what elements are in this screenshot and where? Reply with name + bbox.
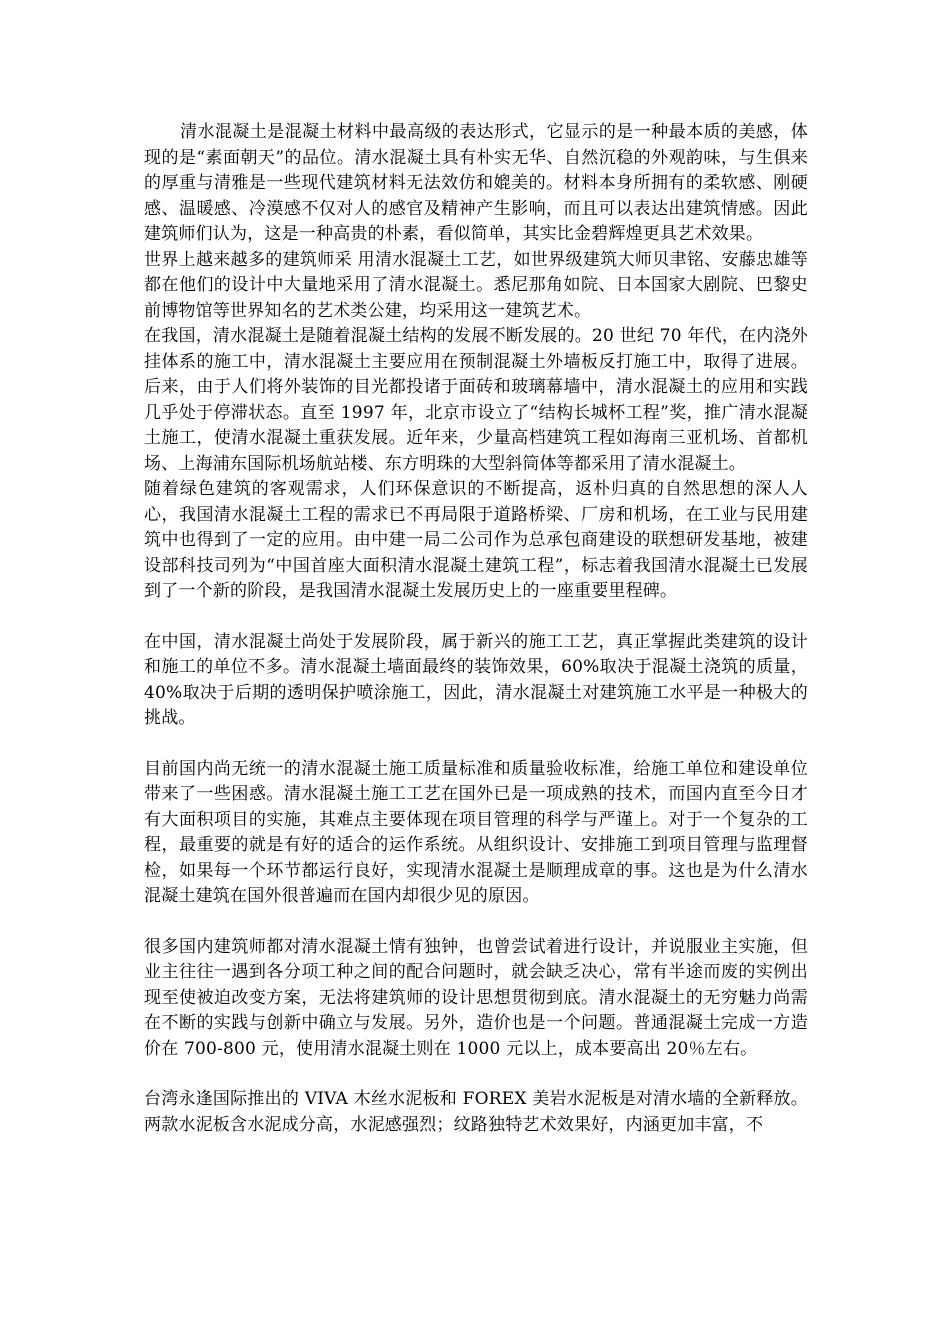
paragraph-intro: 清水混凝土是混凝土材料中最高级的表达形式，它显示的是一种最本质的美感，体现的是“素面朝天”的品位。清水混凝土具有朴实无华、自然沉稳的外观韵味，与生俱来的厚重与清雅是一些现代建筑材料无法效仿和媲美的。材料本身所拥有的柔软感、刚硬感、温暖感、冷漠感不仅对人的感官及精神产生影响，而且可以表达出建筑情感。因此建筑师们认为，这是一种高贵的朴素，看似简单，其实比金碧辉煌更具艺术效果。 <box>144 122 808 244</box>
paragraph-cement-boards: 台湾永逢国际推出的 VIVA 木丝水泥板和 FOREX 美岩水泥板是对清水墙的全新释放。两款水泥板含水泥成分高，水泥感强烈；纹路独特艺术效果好，内涵更加丰富，不 <box>144 1089 808 1135</box>
paragraph-development-stage: 在中国，清水混凝土尚处于发展阶段，属于新兴的施工工艺，真正掌握此类建筑的设计和施工的单位不多。清水混凝土墙面最终的装饰效果，60%取决于混凝土浇筑的质量，40%取决于后期的透明保护喷涂施工，因此，清水混凝土对建筑施工水平是一种极大的挑战。 <box>144 631 808 728</box>
paragraph-green-building: 随着绿色建筑的客观需求，人们环保意识的不断提高，返朴归真的自然思想的深人人心，我国清水混凝土工程的需求已不再局限于道路桥梁、厂房和机场，在工业与民用建筑中也得到了一定的应用。由中建一局二公司作为总承包商建设的联想研发基地，被建设部科技司列为“中国首座大面积清水混凝土建筑工程”，标志着我国清水混凝土已发展到了一个新的阶段，是我国清水混凝土发展历史上的一座重要里程碑。 <box>144 479 808 601</box>
paragraph-world-architects: 世界上越来越多的建筑师采 用清水混凝土工艺，如世界级建筑大师贝聿铭、安藤忠雄等都在他们的设计中大量地采用了清水混凝土。悉尼那角如院、日本国家大剧院、巴黎史前博物馆等世界知名的艺术类公建，均采用这一建筑艺术。 <box>144 249 808 321</box>
paragraph-architects-cost: 很多国内建筑师都对清水混凝土情有独钟，也曾尝试着进行设计，并说服业主实施，但业主往往一遇到各分项工种之间的配合问题时，就会缺乏决心，常有半途而废的实例出现至使被迫改变方案，无法将建筑师的设计思想贯彻到底。清水混凝土的无穷魅力尚需在不断的实践与创新中确立与发展。另外，造价也是一个问题。普通混凝土完成一方造价在 700-800 元，使用清水混凝土则在 1000 元以上，成本要高出 20％左右。 <box>144 936 808 1059</box>
paragraph-china-history: 在我国，清水混凝土是随着混凝土结构的发展不断发展的。20 世纪 70 年代，在内浇外挂体系的施工中，清水混凝土主要应用在预制混凝土外墙板反打施工中，取得了进展。后来，由于人们将外装饰的目光都投诸于面砖和玻璃幕墙中，清水混凝土的应用和实践几乎处于停滞状态。直至 1997 年，北京市设立了“结构长城杯工程”奖，推广清水混凝土施工，使清水混凝土重获发展。近年来，少量高档建筑工程如海南三亚机场、首都机场、上海浦东国际机场航站楼、东方明珠的大型斜筒体等都采用了清水混凝土。 <box>144 326 808 474</box>
document-page <box>144 120 808 1138</box>
paragraph-quality-standards: 目前国内尚无统一的清水混凝土施工质量标准和质量验收标准，给施工单位和建设单位带来了一些困惑。清水混凝土施工工艺在国外已是一项成熟的技术，而国内直至今日才有大面积项目的实施，其难点主要体现在项目管理的科学与严谨上。对于一个复杂的工程，最重要的就是有好的适合的运作系统。从组织设计、安排施工到项目管理与监理督检，如果每一个环节都运行良好，实现清水混凝土是顺理成章的事。这也是为什么清水混凝土建筑在国外很普遍而在国内却很少见的原因。 <box>144 758 808 906</box>
